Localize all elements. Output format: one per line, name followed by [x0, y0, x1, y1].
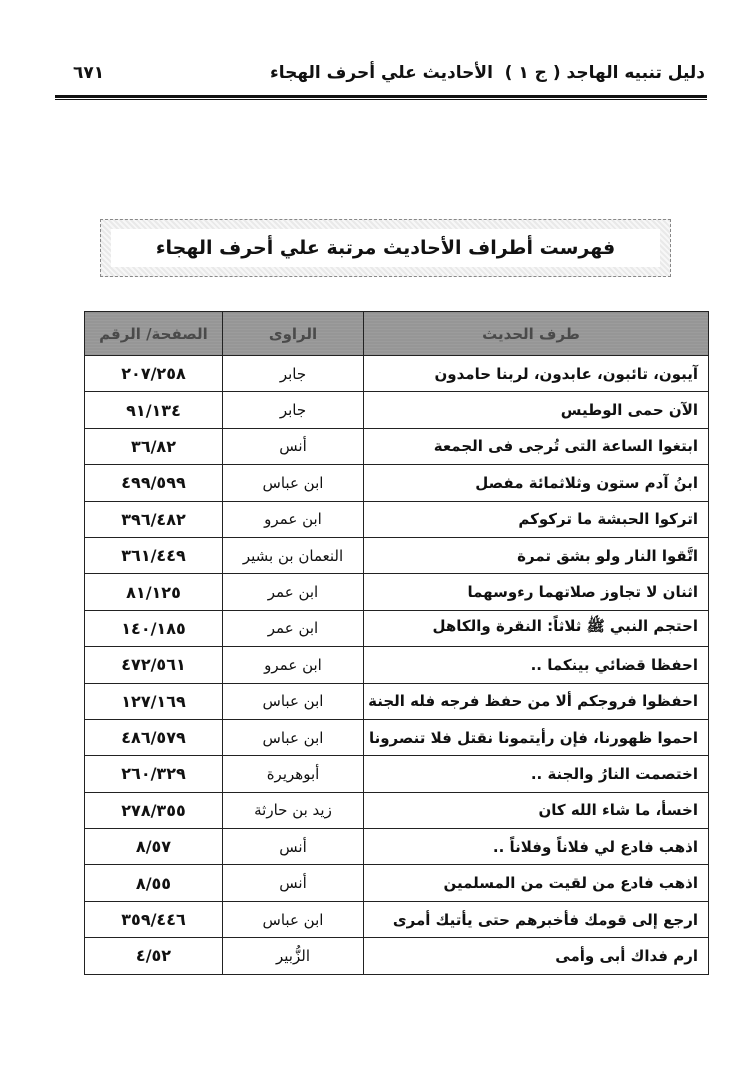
page-number-cell: ٤٧٢/٥٦١: [85, 647, 223, 683]
hadith-text-cell: احفظا قضائي بينكما ..: [364, 647, 709, 683]
narrator-cell: أنس: [223, 829, 364, 865]
narrator-cell: ابن عمر: [223, 610, 364, 646]
page-number-cell: ٣٩٦/٤٨٢: [85, 501, 223, 537]
narrator-cell: جابر: [223, 392, 364, 428]
hadith-text-cell: اخسأ، ما شاء الله كان: [364, 792, 709, 828]
hadith-text-cell: اذهب فادع لي فلاناً وفلاناً ..: [364, 829, 709, 865]
index-title-box: [100, 219, 671, 277]
page-number-cell: ١٢٧/١٦٩: [85, 683, 223, 719]
header-rule-thin: [55, 99, 707, 100]
narrator-cell: ابن عمرو: [223, 501, 364, 537]
table-row: [85, 574, 709, 610]
page-number-cell: ٤٩٩/٥٩٩: [85, 465, 223, 501]
hadith-text-cell: ارجع إلى قومك فأخبرهم حتى يأتيك أمرى: [364, 901, 709, 937]
table-row: [85, 392, 709, 428]
page-number-cell: ٩١/١٣٤: [85, 392, 223, 428]
narrator-cell: أبوهريرة: [223, 756, 364, 792]
narrator-cell: النعمان بن بشير: [223, 537, 364, 573]
hadith-text-cell: اختصمت النارُ والجنة ..: [364, 756, 709, 792]
hadith-index-table: [84, 311, 709, 975]
column-header-page-number: الصفحة/ الرقم: [85, 312, 223, 356]
page-number: ٦٧١: [73, 63, 105, 83]
hadith-text-cell: احفظوا فروجكم ألا من حفظ فرجه فله الجنة: [364, 683, 709, 719]
page-number-cell: ٢٠٧/٢٥٨: [85, 356, 223, 392]
index-title: فهرست أطراف الأحاديث مرتبة علي أحرف الهجاء: [111, 229, 660, 267]
hadith-text-cell: الآن حمى الوطيس: [364, 392, 709, 428]
table-row: [85, 537, 709, 573]
page-number-cell: ٣٦/٨٢: [85, 428, 223, 464]
table-row: [85, 756, 709, 792]
table-row: [85, 938, 709, 974]
running-header: [55, 57, 705, 95]
table-row: [85, 428, 709, 464]
header-rule-thick: [55, 95, 707, 98]
page-number-cell: ٨/٥٧: [85, 829, 223, 865]
hadith-text-cell: آيبون، تائبون، عابدون، لربنا حامدون: [364, 356, 709, 392]
hadith-text-cell: اتَّقوا النار ولو بشق تمرة: [364, 537, 709, 573]
page-number-cell: ١٤٠/١٨٥: [85, 610, 223, 646]
table-row: [85, 792, 709, 828]
narrator-cell: جابر: [223, 356, 364, 392]
narrator-cell: ابن عباس: [223, 465, 364, 501]
hadith-text-cell: ابتغوا الساعة التى تُرجى فى الجمعة: [364, 428, 709, 464]
hadith-text-cell: اذهب فادع من لقيت من المسلمين: [364, 865, 709, 901]
hadith-text-cell: اتركوا الحبشة ما تركوكم: [364, 501, 709, 537]
narrator-cell: ابن عباس: [223, 683, 364, 719]
book-title: دليل تنبيه الهاجد ( ج ١ ): [504, 63, 705, 83]
page-number-cell: ٣٥٩/٤٤٦: [85, 901, 223, 937]
hadith-text-cell: ارم فداك أبى وأمى: [364, 938, 709, 974]
column-header-narrator: الراوى: [223, 312, 364, 356]
page-number-cell: ٢٦٠/٣٢٩: [85, 756, 223, 792]
table-row: [85, 465, 709, 501]
page-number-cell: ٨١/١٢٥: [85, 574, 223, 610]
narrator-cell: أنس: [223, 428, 364, 464]
table-header-row: [85, 312, 709, 356]
page-number-cell: ٤/٥٢: [85, 938, 223, 974]
table-row: [85, 647, 709, 683]
narrator-cell: ابن عمر: [223, 574, 364, 610]
narrator-cell: زيد بن حارثة: [223, 792, 364, 828]
page-number-cell: ٤٨٦/٥٧٩: [85, 719, 223, 755]
page-number-cell: ٢٧٨/٣٥٥: [85, 792, 223, 828]
section-title: الأحاديث علي أحرف الهجاء: [270, 63, 493, 83]
table-row: [85, 901, 709, 937]
hadith-text-cell: احموا ظهورنا، فإن رأيتمونا نقتل فلا تنصرونا: [364, 719, 709, 755]
hadith-text-cell: ابنُ آدم ستون وثلاثمائة مفصل: [364, 465, 709, 501]
table-row: [85, 829, 709, 865]
page-number-cell: ٣٦١/٤٤٩: [85, 537, 223, 573]
table-row: [85, 683, 709, 719]
table-row: [85, 719, 709, 755]
hadith-text-cell: احتجم النبي ﷺ ثلاثاً: النقرة والكاهل: [364, 610, 709, 646]
narrator-cell: أنس: [223, 865, 364, 901]
column-header-hadith: طرف الحديث: [364, 312, 709, 356]
narrator-cell: ابن عباس: [223, 719, 364, 755]
narrator-cell: الزُّبير: [223, 938, 364, 974]
table-row: [85, 356, 709, 392]
narrator-cell: ابن عباس: [223, 901, 364, 937]
hadith-text-cell: اثنان لا تجاوز صلاتهما رءوسهما: [364, 574, 709, 610]
table-row: [85, 865, 709, 901]
table-row: [85, 501, 709, 537]
narrator-cell: ابن عمرو: [223, 647, 364, 683]
table-row: [85, 610, 709, 646]
page-number-cell: ٨/٥٥: [85, 865, 223, 901]
